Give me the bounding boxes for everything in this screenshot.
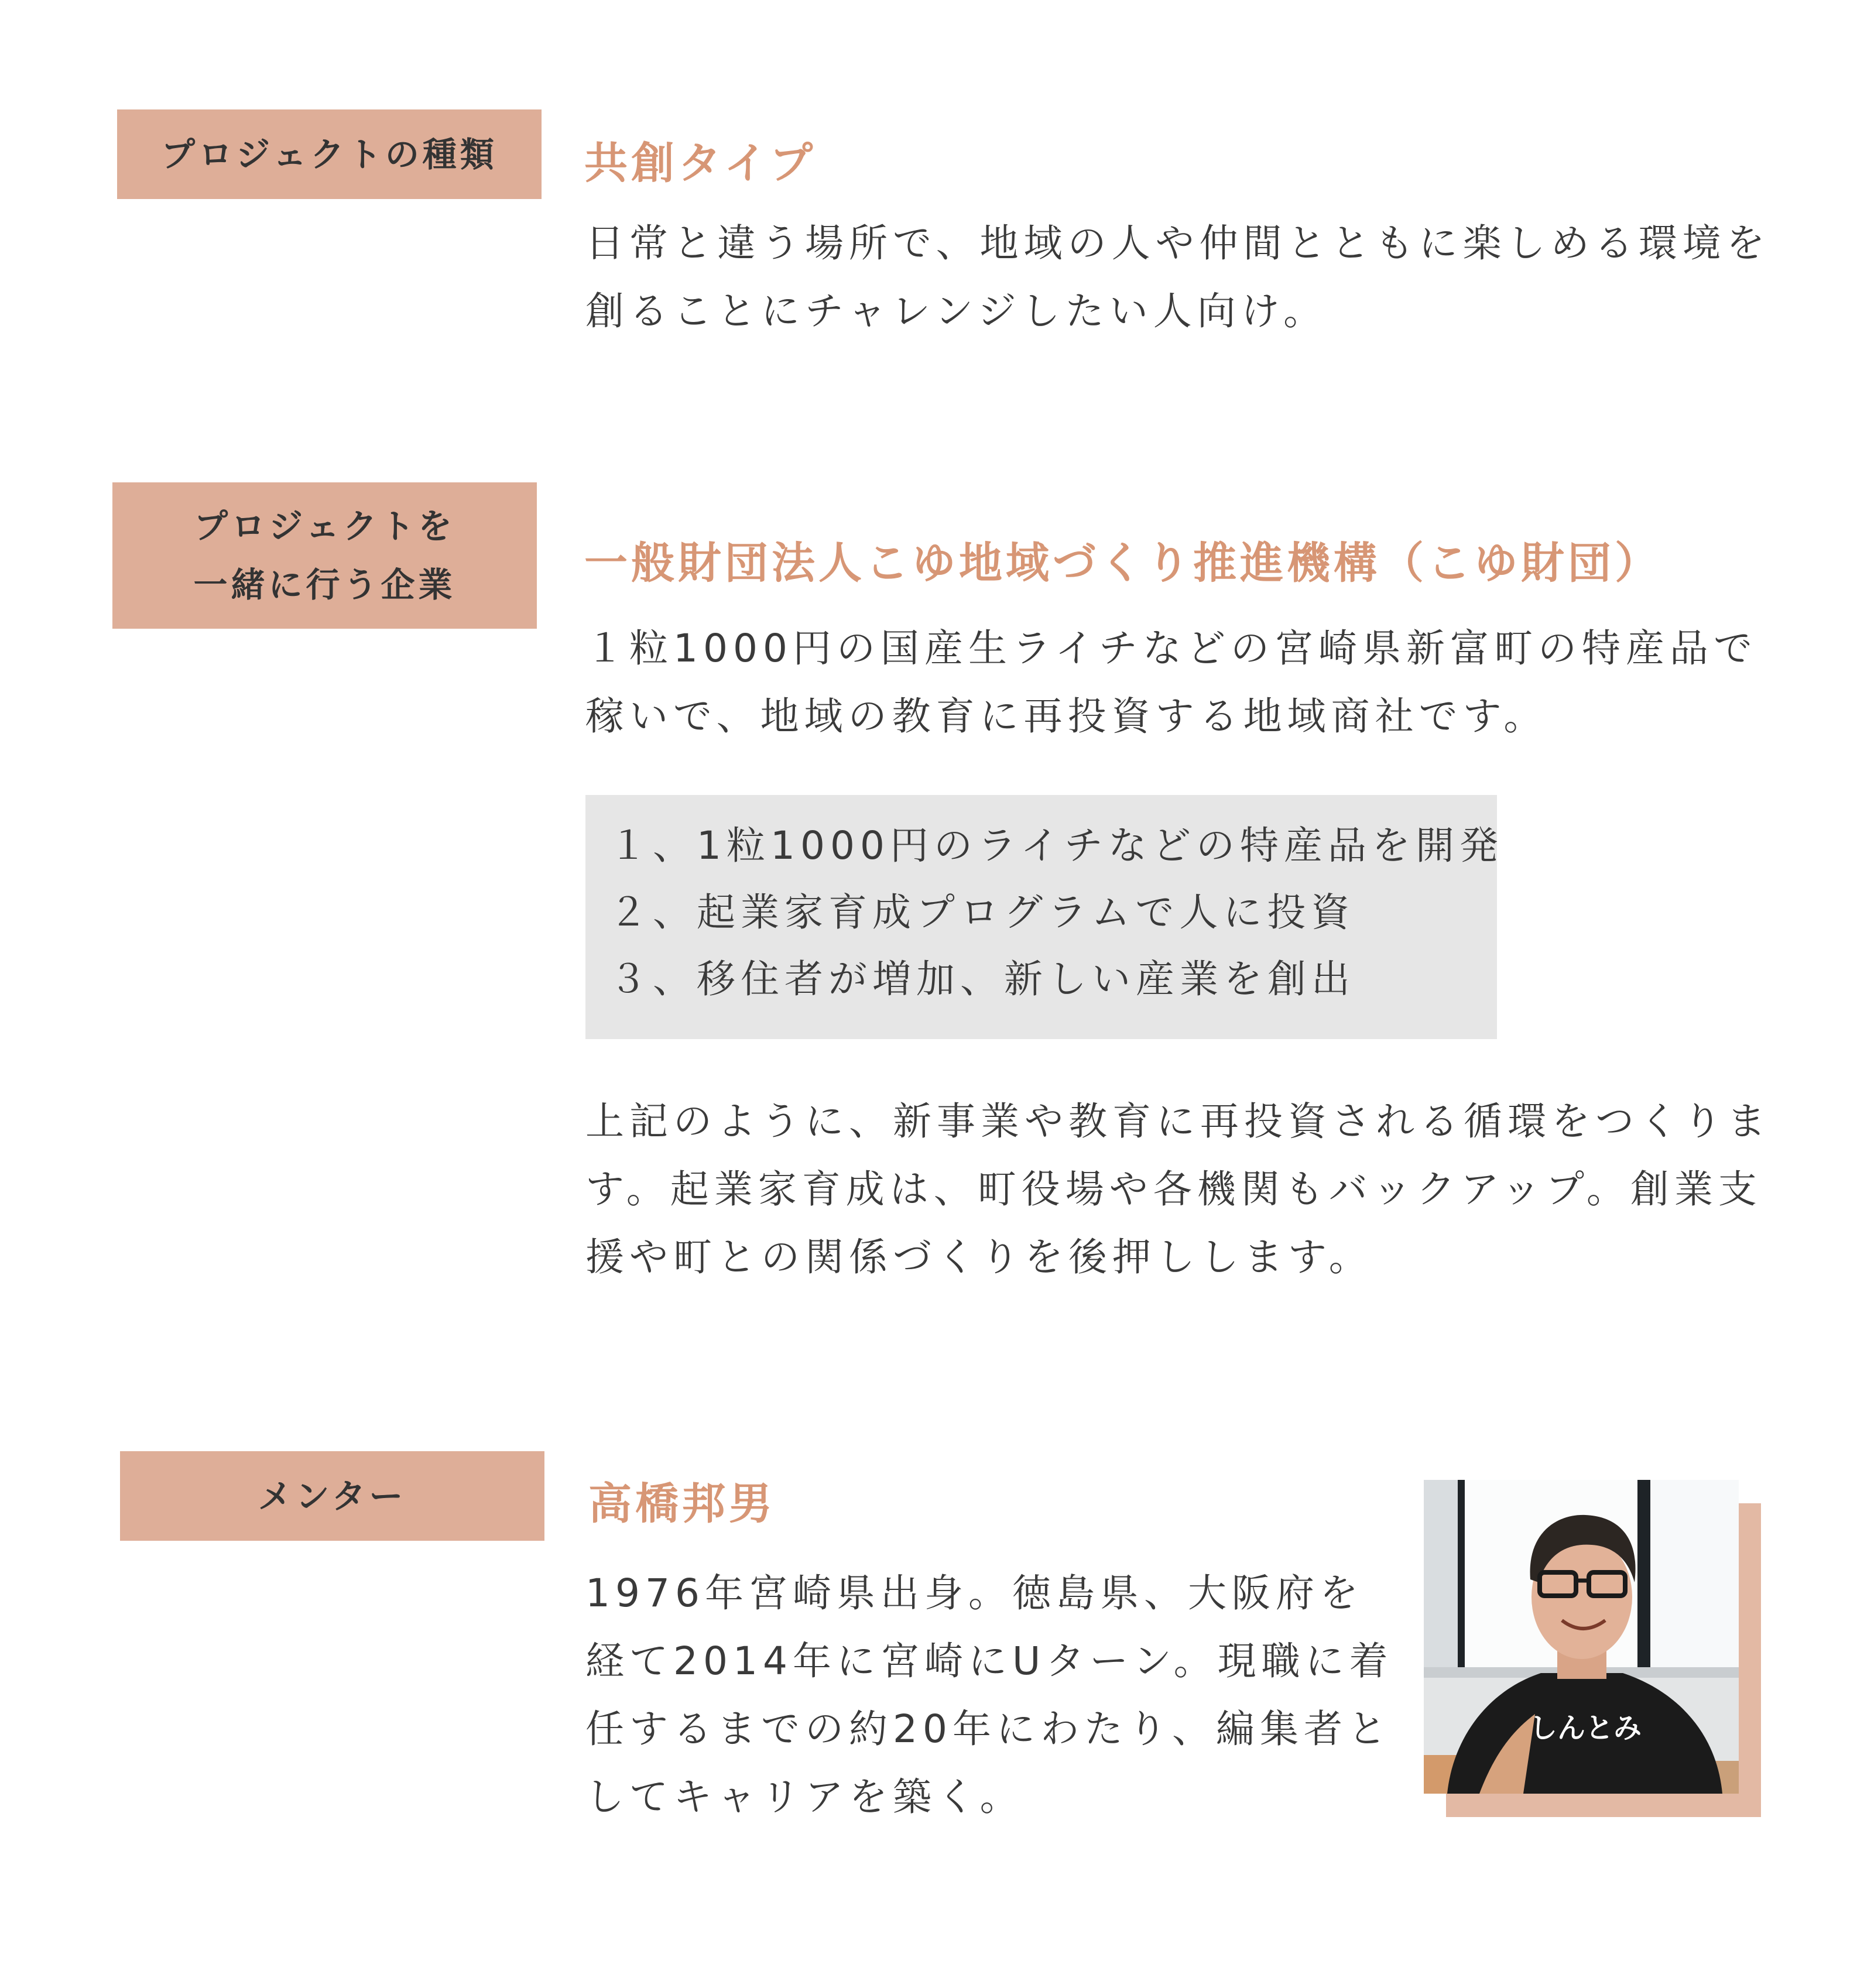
company-label-line1: プロジェクトを xyxy=(194,506,455,546)
mentor-photo xyxy=(1424,1480,1739,1794)
company-step-item: ３、移住者が増加、新しい産業を創出 xyxy=(609,957,1355,1002)
mentor-label xyxy=(120,1451,544,1541)
company-cycle-description: 上記のように、新事業や教育に再投資される循環をつくります。起業家育成は、町役場や各機関もバックアップ。創業支援や町との関係づくりを後押しします。 xyxy=(585,1099,1771,1280)
mentor-portrait-image xyxy=(1424,1480,1739,1794)
project-type-label xyxy=(117,109,542,199)
mentor-label-text: メンター xyxy=(258,1476,407,1516)
company-steps-box xyxy=(585,795,1503,1039)
project-type-description: 日常と違う場所で、地域の人や仲間とともに楽しめる環境を創ることにチャレンジしたい人向け。 xyxy=(585,221,1770,334)
project-type-label-text: プロジェクトの種類 xyxy=(161,134,498,174)
company-step-item: １、1粒1000円のライチなどの特産品を開発 xyxy=(609,823,1503,868)
shirt-text: しんとみ xyxy=(1529,1712,1642,1744)
company-label xyxy=(112,482,537,629)
company-description: １粒1000円の国産生ライチなどの宮崎県新富町の特産品で稼いで、地域の教育に再投資する地域商社です。 xyxy=(585,626,1757,739)
company-step-item: ２、起業家育成プログラムで人に投資 xyxy=(609,890,1355,935)
company-heading: 一般財団法人こゆ地域づくり推進機構（こゆ財団） xyxy=(584,538,1661,588)
project-type-heading: 共創タイプ xyxy=(584,138,817,188)
mentor-bio: 1976年宮崎県出身。徳島県、大阪府を経て2014年に宮崎にUターン。現職に着任するまでの約20年にわたり、編集者としてキャリアを築く。 xyxy=(585,1571,1393,1819)
mentor-name: 高橋邦男 xyxy=(588,1479,776,1529)
company-label-line2: 一緒に行う企業 xyxy=(193,565,456,605)
